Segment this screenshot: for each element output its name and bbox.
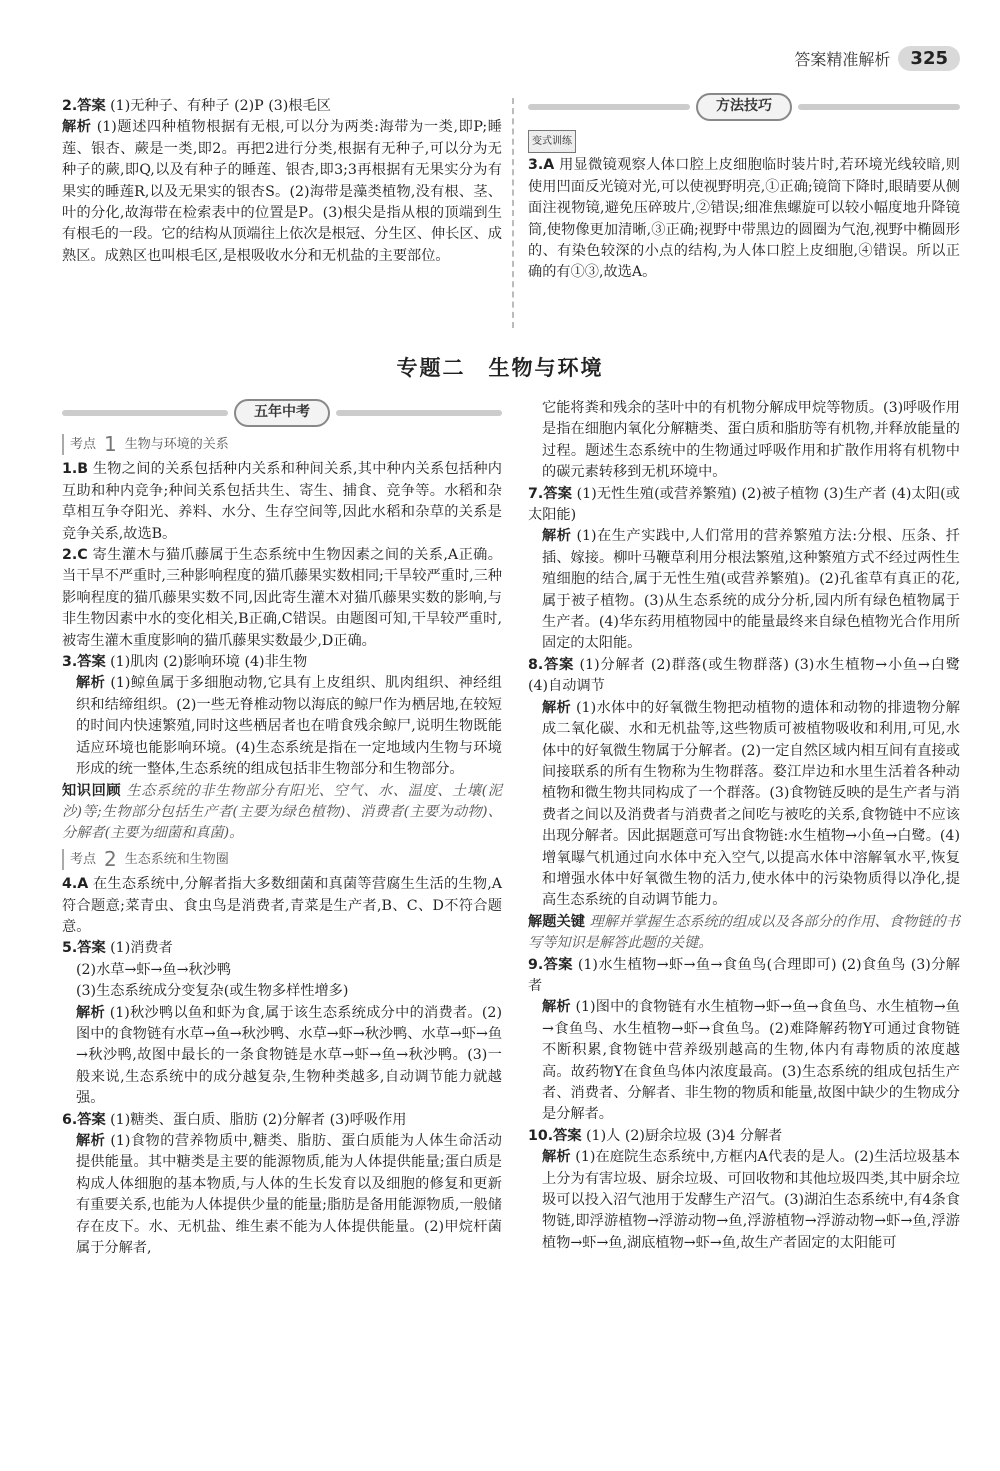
answer-paragraph (528, 155, 960, 283)
answer-text: (1)消费者 (105, 940, 173, 957)
answer-text: (1)秋沙鸭以鱼和虾为食,属于该生态系统成分中的消费者。(2)图中的食物链有水草→鱼→秋沙鸭、水草→虾→秋沙鸭、水草→虾→鱼→秋沙鸭,故图中最长的一条食物链是水草→虾→鱼→秋沙鸭。(3)一般来说,生态系统中的成分越复杂,生物种类越多,自动调节能力就越强。 (76, 1004, 503, 1107)
answer-tag: 9.答案 (528, 956, 573, 973)
answer-paragraph (62, 981, 502, 1002)
answer-text: 在生态系统中,分解者指大多数细菌和真菌等营腐生生活的生物,A符合题意;菜青虫、食虫鸟是消费者,青菜是生产者,B、C、D不符合题意。 (62, 876, 502, 935)
answer-paragraph (528, 398, 960, 484)
kaodian-1 (62, 434, 502, 455)
answer-text: (2)水草→虾→鱼→秋沙鸭 (76, 961, 232, 978)
method-banner-label: 方法技巧 (696, 93, 792, 120)
answer-tag: 7.答案 (528, 485, 572, 502)
answer-tag: 4.A (62, 876, 89, 893)
method-banner (528, 94, 960, 120)
answer-paragraph (528, 1126, 960, 1147)
answer-paragraph (62, 459, 502, 545)
answer-text: (1)人 (2)厨余垃圾 (3)4 分解者 (581, 1127, 783, 1144)
answer-tag: 知识回顾 (62, 782, 122, 799)
answer-text: (1)在生产实践中,人们常用的营养繁殖方法:分根、压条、扦插、嫁接。柳叶马鞭草利用分根法繁殖,这种繁殖方式不经过两性生殖细胞的结合,属于无性生殖(或营养繁殖)。(2)孔雀草有真正的花,属于被子植物。(3)从生态系统的成分分析,园内所有绿色植物属于生产者。(4)华东药用植物园中的能量最终来自绿色植物光合作用所固定的太阳能。 (542, 528, 960, 652)
answer-text: 生态系统的非生物部分有阳光、空气、水、温度、土壤(泥沙)等;生物部分包括生产者(主要为绿色植物)、消费者(主要为动物)、分解者(主要为细菌和真菌)。 (62, 782, 502, 842)
answer-tag: 解析 (542, 528, 572, 545)
answer-paragraph (528, 655, 960, 698)
answer-tag: 3.答案 (62, 654, 106, 671)
answer-tag: 5.答案 (62, 940, 106, 957)
answer-tag: 解析 (542, 999, 571, 1016)
answer-paragraph (62, 1110, 502, 1131)
answer-tag: 2.C (62, 547, 88, 564)
answer-tag: 解析 (76, 1133, 106, 1149)
kaodian-number: 2 (104, 846, 117, 871)
five-year-banner-label: 五年中考 (234, 399, 330, 426)
page-number: 325 (898, 46, 960, 71)
answer-paragraph (62, 117, 502, 267)
answer-paragraph (62, 545, 502, 652)
answer-paragraph (528, 997, 960, 1125)
answer-text: 理解并掌握生态系统的组成以及各部分的作用、食物链的书写等知识是解答此题的关键。 (528, 913, 960, 952)
answer-tag: 10.答案 (528, 1127, 582, 1144)
answer-paragraph (62, 1131, 502, 1259)
answer-paragraph (62, 874, 502, 938)
answer-paragraph (528, 1147, 960, 1254)
kaodian-label: 考点 (70, 851, 97, 867)
answer-paragraph (528, 912, 960, 955)
answer-text: (1)鲸鱼属于多细胞动物,它具有上皮组织、肌肉组织、神经组织和结缔组织。(2)一些无脊椎动物以海底的鲸尸作为栖居地,在较短的时间内快速繁殖,同时这些栖居者也在啃食残余鲸尸,说明生物既能适应环境也能影响环境。(4)生态系统是指在一定地域内生物与环境形成的统一整体,生态系统的组成包括非生物部分和生物部分。 (76, 675, 502, 778)
answer-text: (1)无种子、有种子 (2)P (3)根毛区 (105, 98, 331, 114)
answer-paragraph (62, 96, 502, 117)
answer-tag: 解析 (62, 119, 92, 136)
answer-text: (1)水体中的好氧微生物把动植物的遗体和动物的排遗物分解成二氧化碳、水和无机盐等,这些物质可被植物吸收和利用,可见,水体中的好氧微生物属于分解者。(2)一定自然区域内相互间有直接或间接联系的所有生物称为生物群落。婺江岸边和水里生活着各种动植物和微生物共同构成了一个群落。(3)食物链反映的是生产者与消费者之间以及消费者与消费者之间吃与被吃的关系,食物链中不应该出现分解者。因此据题意可写出食物链:水生植物→小鱼→白鹭。(4)增氧曝气机通过向水体中充入空气,以提高水体中溶解氧水平,恢复和增强水体中好氧微生物的活力,使水体中的污染物质得以净化,提高生态系统的自动调节能力。 (542, 699, 960, 909)
answer-text: (1)肌肉 (2)影响环境 (4)非生物 (105, 654, 308, 671)
kaodian-2 (62, 846, 502, 871)
answer-paragraph (62, 652, 502, 673)
answer-text: (1)在庭院生态系统中,方框内A代表的是人。(2)生活垃圾基本上分为有害垃圾、厨余垃圾、可回收物和其他垃圾四类,其中厨余垃圾可以投入沼气池用于发酵生产沼气。(3)湖泊生态系统中,有4条食物链,即浮游植物→浮游动物→鱼,浮游植物→浮游动物→虾→鱼,浮游植物→虾→鱼,湖底植物→虾→鱼,故生产者固定的太阳能可 (542, 1149, 960, 1251)
answer-tag: 解析 (542, 699, 572, 716)
page-header (794, 44, 960, 72)
kaodian-title: 生态系统和生物圈 (124, 851, 229, 867)
answer-tag: 6.答案 (62, 1111, 106, 1128)
answer-paragraph (62, 673, 502, 780)
answer-text: (1)题述四种植物根据有无根,可以分为两类:海带为一类,即P;睡莲、银杏、蕨是一类,即2。再把2进行分类,根据有无种子,可以分为无种子的蕨,即Q,以及有种子的睡莲、银杏,即3;3再根据有无果实分为有果实的睡莲R,以及无果实的银杏S。(2)海带是藻类植物,没有根、茎、叶的分化,故海带在检索表中的位置是P。(3)根尖是指从根的顶端到生有根毛的一段。它的结构从顶端往上依次是根冠、分生区、伸长区、成熟区。成熟区也叫根毛区,是根吸收水分和无机盐的主要部位。 (62, 119, 502, 264)
answer-text: (1)图中的食物链有水生植物→虾→鱼→食鱼鸟、水生植物→鱼→食鱼鸟、水生植物→虾→食鱼鸟。(2)难降解药物Y可通过食物链不断积累,食物链中营养级别越高的生物,体内有毒物质的浓度越高。故药物Y在食鱼鸟体内浓度最高。(3)生态系统的组成包括生产者、消费者、分解者、非生物的物质和能量,故图中缺少的生物成分是分解者。 (542, 999, 960, 1123)
answer-tag: 解析 (76, 675, 106, 692)
answer-tag: 解题关键 (528, 913, 585, 930)
answer-tag: 8.答案 (528, 656, 575, 673)
answer-paragraph (62, 938, 502, 959)
answer-tag: 解析 (542, 1149, 571, 1166)
left-column (62, 398, 502, 1259)
top-left-column (62, 96, 502, 267)
answer-text: (1)水生植物→虾→鱼→食鱼鸟(合理即可) (2)食鱼鸟 (3)分解者 (528, 956, 960, 994)
answer-text: (1)无性生殖(或营养繁殖) (2)被子植物 (3)生产者 (4)太阳(或太阳能) (528, 485, 960, 524)
top-right-column (528, 92, 960, 284)
answer-text: 它能将粪和残余的茎叶中的有机物分解成甲烷等物质。(3)呼吸作用是指在细胞内氧化分解糖类、蛋白质和脂肪等有机物,并释放能量的过程。题述生态系统中的生物通过呼吸作用和扩散作用将有机物中的碳元素转移到无机环境中。 (542, 400, 960, 481)
answer-paragraph (528, 955, 960, 998)
answer-tag: 2.答案 (62, 98, 106, 114)
answer-text: 用显微镜观察人体口腔上皮细胞临时装片时,若环境光线较暗,则使用凹面反光镜对光,可以使视野明亮,①正确;镜筒下降时,眼睛要从侧面注视物镜,避免压碎玻片,②错误;细准焦螺旋可以较小幅度地升降镜筒,使物像更加清晰,③正确;视野中带黑边的圆圈为气泡,视野中椭圆形的、有染色较深的小点的结构,为人体口腔上皮细胞,④错误。所以正确的有①③,故选A。 (528, 157, 960, 281)
topic-title: 专题二 生物与环境 (396, 356, 604, 380)
answer-tag: 解析 (76, 1004, 105, 1021)
answer-text: (1)分解者 (2)群落(或生物群落) (3)水生植物→小鱼→白鹭 (4)自动调节 (528, 656, 960, 695)
five-year-banner (62, 400, 502, 426)
column-divider (512, 98, 514, 328)
answer-tag: 1.B (62, 461, 89, 478)
answer-tag: 3.A (528, 157, 555, 174)
practice-tag: 变式训练 (528, 130, 576, 153)
answer-paragraph (62, 1003, 502, 1110)
answer-paragraph (528, 698, 960, 912)
answer-text: 生物之间的关系包括种内关系和种间关系,其中种内关系包括种内互助和种内竞争;种间关系包括共生、寄生、捕食、竞争等。水稻和杂草相互争夺阳光、养料、水分、生存空间等,因此水稻和杂草的关系是竞争关系,故选B。 (62, 461, 502, 542)
answer-text: (1)食物的营养物质中,糖类、脂肪、蛋白质能为人体生命活动提供能量。其中糖类是主要的能源物质,能为人体提供能量;蛋白质是构成人体细胞的基本物质,与人体的生长发育以及细胞的修复和更新有重要关系,也能为人体提供少量的能量;脂肪是备用能源物质,一般储存在皮下。水、无机盐、维生素不能为人体提供能量。(2)甲烷杆菌属于分解者, (76, 1133, 502, 1257)
right-column (528, 398, 960, 1254)
answer-paragraph (62, 960, 502, 981)
answer-text: (1)糖类、蛋白质、脂肪 (2)分解者 (3)呼吸作用 (105, 1111, 407, 1128)
kaodian-label: 考点 (70, 437, 97, 452)
answer-text: 寄生灌木与猫爪藤属于生态系统中生物因素之间的关系,A正确。当干旱不严重时,三种影响程度的猫爪藤果实数相同;干旱较严重时,三种影响程度的猫爪藤果实数不同,因此寄生灌木对猫爪藤果实数的影响,与非生物因素中水的变化相关,B正确,C错误。由题图可知,干旱较严重时,被寄生灌木重度影响的猫爪藤果实数最少,D正确。 (62, 547, 502, 649)
header-title: 答案精准解析 (794, 49, 891, 69)
answer-paragraph (528, 484, 960, 527)
answer-paragraph (62, 781, 502, 845)
answer-paragraph (528, 526, 960, 654)
kaodian-title: 生物与环境的关系 (124, 437, 229, 452)
answer-text: (3)生态系统成分变复杂(或生物多样性增多) (76, 983, 349, 1000)
kaodian-number: 1 (104, 432, 117, 456)
